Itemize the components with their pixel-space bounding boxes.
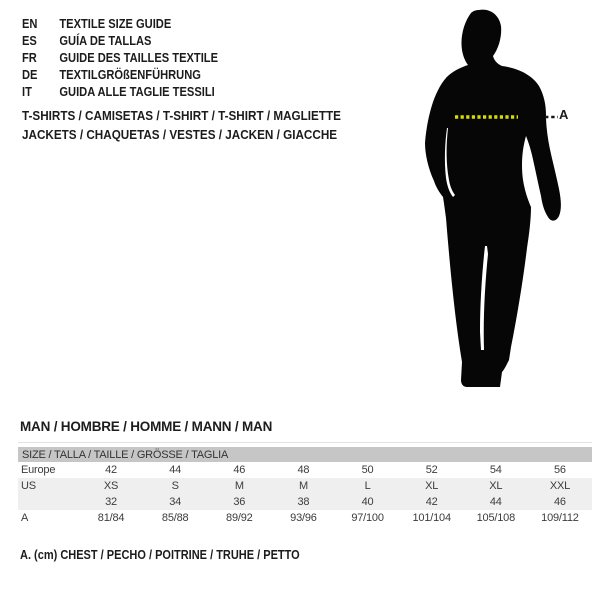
row-label-us: US [18, 478, 79, 494]
table-cell: 32 [79, 494, 143, 510]
table-cell: 52 [425, 464, 438, 476]
man-silhouette-figure [405, 0, 600, 400]
table-cell: 85/88 [161, 512, 189, 524]
language-code: DE [22, 68, 38, 82]
table-cell: 46 [233, 464, 246, 476]
table-cell: 36 [207, 494, 271, 510]
table-cell: 81/84 [97, 512, 125, 524]
table-cell: 34 [143, 494, 207, 510]
table-cell: 89/92 [226, 512, 253, 524]
table-cell: L [336, 478, 400, 494]
row-label-a: A [21, 512, 29, 524]
language-label: GUIDA ALLE TAGLIE TESSILI [59, 85, 215, 99]
table-cell: M [271, 478, 335, 494]
table-cell: XXL [528, 478, 592, 494]
table-cell: 56 [554, 464, 566, 476]
language-code: EN [22, 17, 38, 31]
table-cell: 42 [400, 494, 464, 510]
row-label-europe: Europe [21, 464, 56, 476]
footnote-chest-measure: A. (cm) CHEST / PECHO / POITRINE / TRUHE / PETTO [20, 548, 300, 562]
size-table-row-chest-a [18, 510, 592, 526]
table-cell: 38 [271, 494, 335, 510]
table-cell: XL [464, 478, 528, 494]
table-cell: M [207, 478, 271, 494]
table-cell: XS [79, 478, 143, 494]
table-cell: 40 [336, 494, 400, 510]
language-row-en [22, 16, 218, 33]
table-cell: 101/104 [412, 512, 451, 524]
table-cell: 97/100 [351, 512, 384, 524]
garment-types [22, 107, 341, 144]
garment-line-jackets: JACKETS / CHAQUETAS / VESTES / JACKEN / GIACCHE [22, 126, 338, 142]
man-silhouette [425, 10, 561, 387]
size-table-row-numeric [18, 494, 592, 510]
language-label: GUÍA DE TALLAS [59, 34, 152, 48]
size-table [18, 447, 592, 526]
language-code: ES [22, 34, 37, 48]
measure-a-label: A [559, 107, 569, 122]
table-cell: 105/108 [476, 512, 515, 524]
table-cell: 109/112 [541, 512, 579, 524]
table-cell: 44 [169, 464, 182, 476]
table-cell: XL [400, 478, 464, 494]
table-cell: 46 [528, 494, 592, 510]
table-cell: 44 [464, 494, 528, 510]
language-code: IT [22, 85, 32, 99]
size-table-header: SIZE / TALLA / TAILLE / GRÖSSE / TAGLIA [18, 447, 592, 462]
table-cell: 50 [361, 464, 374, 476]
table-cell: 48 [297, 464, 310, 476]
table-cell: 42 [105, 464, 117, 476]
language-label: TEXTILE SIZE GUIDE [59, 17, 172, 31]
size-table-row-europe [18, 462, 592, 478]
size-table-header-row [18, 447, 592, 462]
language-row-de [22, 67, 218, 84]
section-title-man: MAN / HOMBRE / HOMME / MANN / MAN [20, 419, 273, 434]
size-table-row-us [18, 478, 592, 494]
table-cell: 93/96 [290, 512, 317, 524]
table-cell: 54 [489, 464, 502, 476]
garment-line-tshirts: T-SHIRTS / CAMISETAS / T-SHIRT / T-SHIRT / MAGLIETTE [22, 108, 341, 123]
table-cell: S [143, 478, 207, 494]
language-label: TEXTILGRÖßENFÜHRUNG [59, 68, 201, 82]
language-row-es [22, 33, 218, 50]
language-label: GUIDE DES TAILLES TEXTILE [59, 51, 219, 65]
table-top-rule [18, 442, 592, 443]
language-legend [22, 16, 218, 101]
row-label-blank [18, 494, 79, 510]
language-code: FR [22, 51, 37, 65]
language-row-it [22, 84, 218, 101]
language-row-fr [22, 50, 218, 67]
